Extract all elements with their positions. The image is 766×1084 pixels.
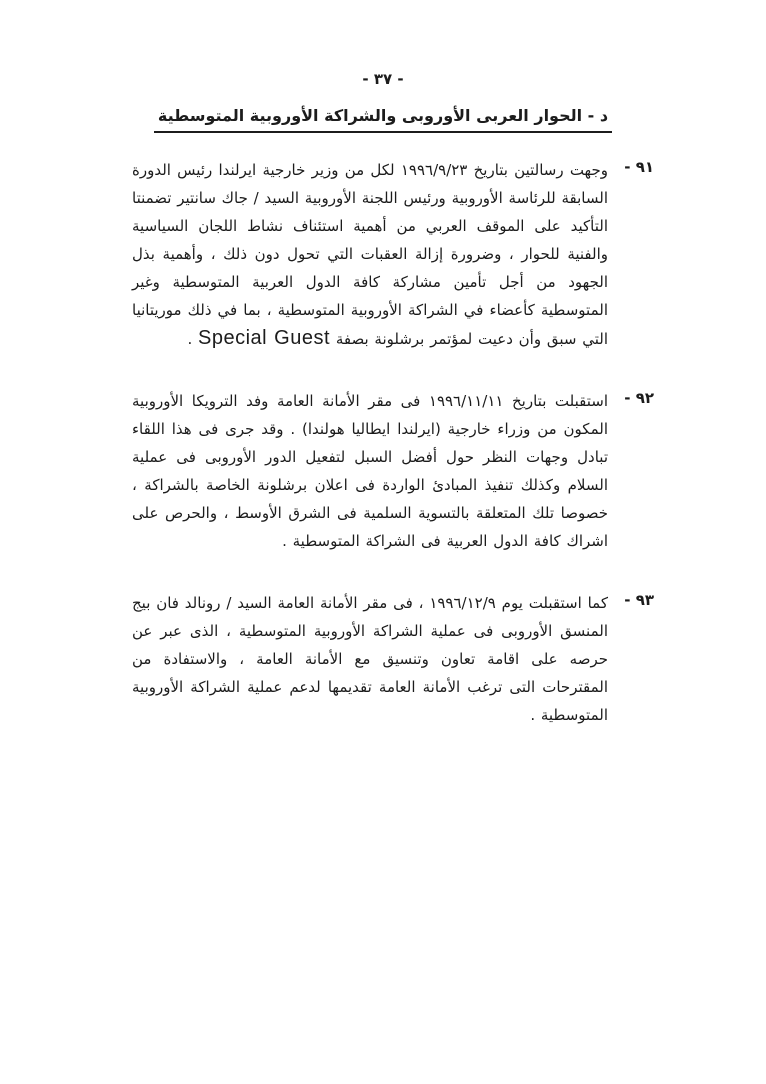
paragraph-text	[132, 156, 608, 353]
latin-phrase: Special Guest	[198, 327, 331, 349]
paragraph-93	[132, 589, 654, 729]
page-content	[132, 156, 654, 763]
paragraph-marker: ٩٣ -	[624, 591, 654, 609]
paragraph-text	[132, 387, 608, 555]
section-heading	[0, 106, 766, 133]
page-number: - ٣٧ -	[362, 70, 404, 88]
paragraph-marker: ٩١ -	[624, 158, 654, 176]
paragraph-arabic-text: وجهت رسالتين بتاريخ ١٩٩٦/٩/٢٣ لكل من وزير خارجية ايرلندا رئيس الدورة السابقة للرئاسة الأوروبية ورئيس اللجنة الأوروبية السيد / جاك سانتير تضمنتا التأكيد على الموقف العربي من أهمية استئناف نشاط اللجان السياسية والفنية للحوار ، وضرورة إزالة العقبات التي تحول دون ذلك ، وأهمية بذل الجهود من أجل تأمين مشاركة كافة الدول العربية المتوسطية وغير المتوسطية كأعضاء في الشراكة الأوروبية المتوسطية ، بما في ذلك موريتانيا التي سبق وأن دعيت لمؤتمر برشلونة بصفة	[132, 161, 608, 348]
paragraph-arabic-text: استقبلت بتاريخ ١٩٩٦/١١/١١ فى مقر الأمانة العامة وفد الترويكا الأوروبية المكون من وزراء خارجية (ايرلندا ايطاليا هولندا) . وقد جرى فى هذا اللقاء تبادل وجهات النظر حول أفضل السبل لتفعيل الدور الأوروبى فى عملية السلام وكذلك تنفيذ المبادئ الواردة فى اعلان برشلونة الخاصة بالشراكة ، خصوصا تلك المتعلقة بالتسوية السلمية فى الشرق الأوسط ، والحرص على اشراك كافة الدول العربية فى الشراكة المتوسطية .	[132, 392, 608, 550]
paragraph-text	[132, 589, 608, 729]
paragraph-92	[132, 387, 654, 555]
paragraph-91	[132, 156, 654, 353]
paragraph-marker: ٩٢ -	[624, 389, 654, 407]
paragraph-arabic-text: كما استقبلت يوم ١٩٩٦/١٢/٩ ، فى مقر الأمانة العامة السيد / رونالد فان بيج المنسق الأوروبى فى عملية الشراكة الأوروبية المتوسطية ، الذى عبر عن حرصه على اقامة تعاون وتنسيق مع الأمانة العامة ، والاستفادة من المقترحات التى ترغب الأمانة العامة تقديمها لدعم عملية الشراكة الأوروبية المتوسطية .	[132, 594, 608, 724]
paragraph-text-tail: .	[187, 330, 193, 348]
section-heading-text: د - الحوار العربى الأوروبى والشراكة الأوروبية المتوسطية	[154, 106, 612, 133]
